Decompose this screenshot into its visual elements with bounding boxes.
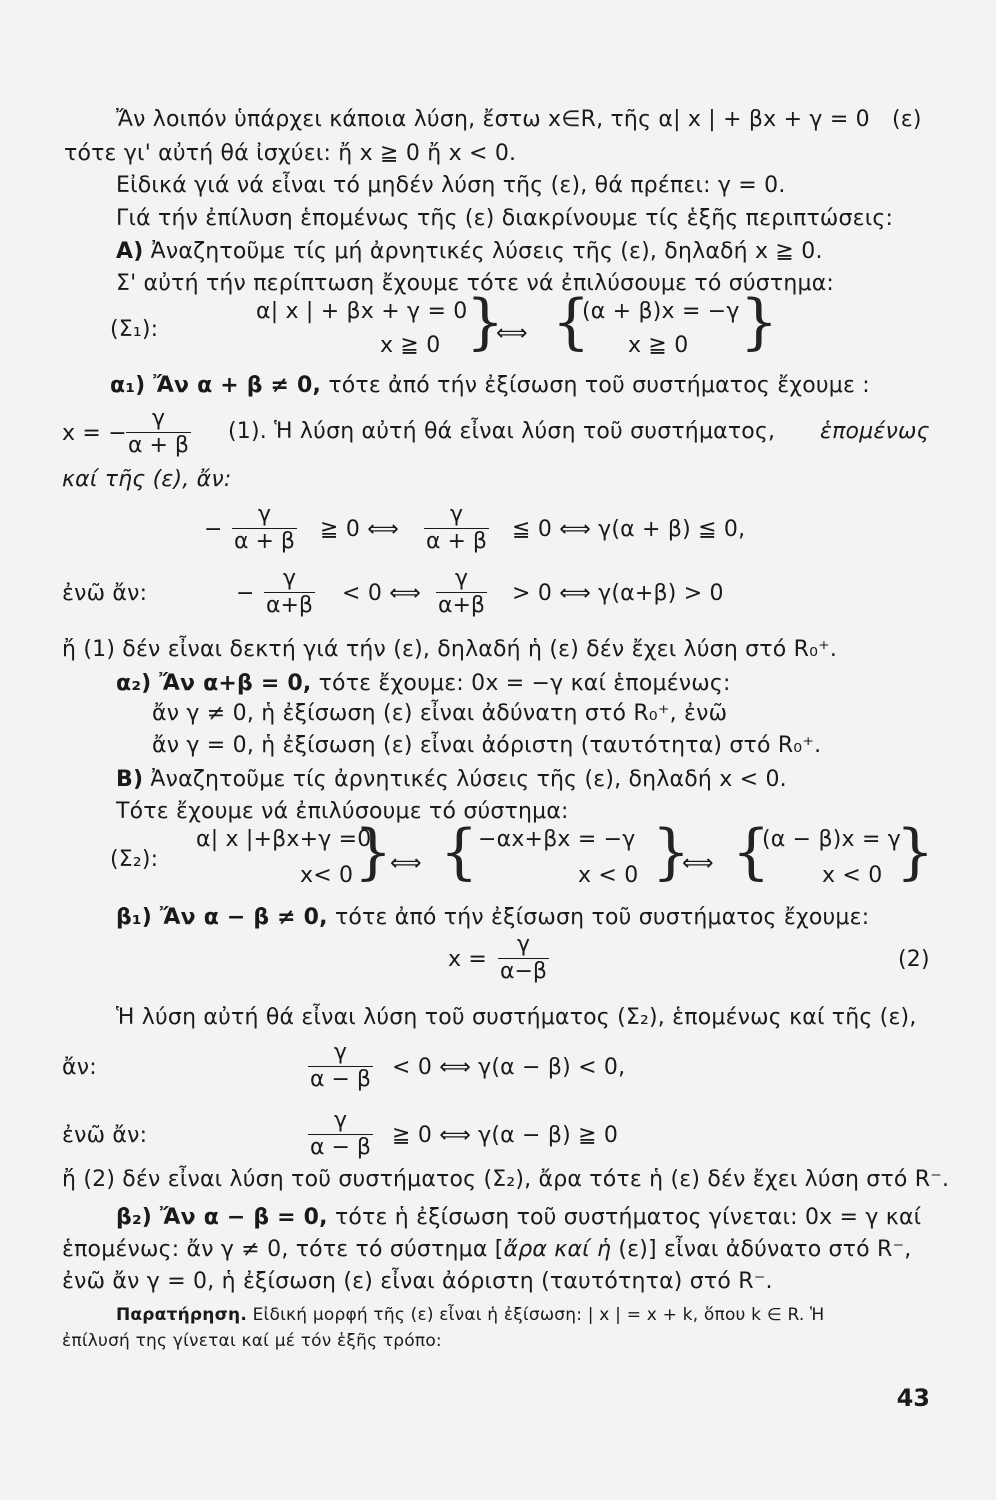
system-2-eq-6: x < 0 xyxy=(822,863,883,888)
inequality-2-part-2: > 0 ⟺ γ(α+β) > 0 xyxy=(512,581,724,606)
numerator: γ xyxy=(436,566,487,593)
numerator: γ xyxy=(308,1108,373,1135)
note-line-1 xyxy=(116,1304,824,1326)
case-b-label: B) xyxy=(116,767,144,792)
line-25: ἤ (2) δέν εἶναι λύση τοῦ συστήματος (Σ₂), ἄρα τότε ἡ (ε) δέν ἔχει λύση στό R⁻. xyxy=(62,1167,950,1192)
denominator: α + β xyxy=(426,529,487,554)
line-27-italic: ἄρα καί ἡ xyxy=(503,1237,612,1262)
left-brace: { xyxy=(440,817,479,887)
case-b2-line xyxy=(116,1204,921,1232)
system-2-eq-5: (α − β)x = γ xyxy=(762,827,901,852)
fraction-ineq-3 xyxy=(308,1040,373,1093)
numerator: γ xyxy=(232,502,297,529)
fraction-gamma-over-a-plus-b xyxy=(126,406,191,459)
system-2-eq-2: x< 0 xyxy=(300,863,354,888)
case-a2-label: α₂) Ἄν α+β = 0, xyxy=(116,671,312,696)
system-2-eq-3: −αx+βx = −γ xyxy=(478,827,636,852)
numerator: γ xyxy=(264,566,315,593)
system-1-eq-3: (α + β)x = −γ xyxy=(582,299,740,324)
system-2-label: (Σ₂): xyxy=(110,847,159,872)
line-10-italic: καί τῆς (ε), ἄν: xyxy=(62,467,232,492)
equation-tag-2: (2) xyxy=(898,947,930,972)
line-6: Σ' αὐτή τήν περίπτωση ἔχουμε τότε νά ἐπιλύσουμε τό σύστημα: xyxy=(116,271,835,296)
line-13: ἤ (1) δέν εἶναι δεκτή γιά τήν (ε), δηλαδή ἡ (ε) δέν ἔχει λύση στό R₀⁺. xyxy=(62,637,838,662)
system-1-eq-1: α| x | + βx + γ = 0 xyxy=(256,299,468,324)
numerator: γ xyxy=(424,502,489,529)
right-brace: } xyxy=(466,287,505,357)
line-16: ἄν γ = 0, ἡ ἐξίσωση (ε) εἶναι ἀόριστη (ταυτότητα) στό R₀⁺. xyxy=(152,733,822,758)
line-18: Τότε ἔχουμε νά ἐπιλύσουμε τό σύστημα: xyxy=(116,799,569,824)
case-b1-line xyxy=(116,904,869,932)
inequality-1-part-1: ≧ 0 ⟺ xyxy=(320,517,399,542)
denominator: α−β xyxy=(500,959,547,984)
case-a-line xyxy=(116,238,823,266)
denominator: α − β xyxy=(310,1067,371,1092)
line-22: Ἡ λύση αὐτή θά εἶναι λύση τοῦ συστήματος (Σ₂), ἑπομένως καί τῆς (ε), xyxy=(116,1005,917,1030)
case-a1-text: τότε ἀπό τήν ἐξίσωση τοῦ συστήματος ἔχουμε : xyxy=(321,373,870,398)
note-label: Παρατήρηση. xyxy=(116,1305,247,1325)
right-brace: } xyxy=(354,817,393,887)
iff-arrow: ⟺ xyxy=(390,851,422,876)
inequality-4: ≧ 0 ⟺ γ(α − β) ≧ 0 xyxy=(392,1123,619,1148)
system-2-eq-1: α| x |+βx+γ =0 xyxy=(196,827,372,852)
numerator: γ xyxy=(308,1040,373,1067)
system-1-eq-2: x ≧ 0 xyxy=(380,333,441,358)
eno-an-label-2: ἐνῶ ἄν: xyxy=(62,1123,148,1148)
case-b1-label: β₁) Ἄν α − β ≠ 0, xyxy=(116,905,328,930)
right-brace: } xyxy=(652,817,691,887)
equation-tag-e: (ε) xyxy=(892,107,922,132)
case-b2-text: τότε ἡ ἐξίσωση τοῦ συστήματος γίνεται: 0x = γ καί xyxy=(327,1205,922,1230)
numerator: γ xyxy=(498,932,549,959)
minus-sign: − xyxy=(236,581,255,606)
line-27-b: (ε)] εἶναι ἀδύνατο στό R⁻, xyxy=(611,1237,912,1262)
fraction-ineq-1b xyxy=(424,502,489,555)
line-15: ἄν γ ≠ 0, ἡ ἐξίσωση (ε) εἶναι ἀδύνατη στό R₀⁺, ἐνῶ xyxy=(152,701,728,726)
page-number: 43 xyxy=(896,1384,930,1412)
right-brace: } xyxy=(740,287,779,357)
fraction-gamma-over-a-minus-b xyxy=(498,932,549,985)
fraction-ineq-4 xyxy=(308,1108,373,1161)
case-a1-line xyxy=(110,372,870,400)
left-brace: { xyxy=(552,287,591,357)
line-3: Εἰδικά γιά νά εἶναι τό μηδέν λύση τῆς (ε), θά πρέπει: γ = 0. xyxy=(116,173,786,198)
inequality-1-part-2: ≦ 0 ⟺ γ(α + β) ≦ 0, xyxy=(512,517,746,542)
left-brace: { xyxy=(732,817,771,887)
inequality-3: < 0 ⟺ γ(α − β) < 0, xyxy=(392,1055,626,1080)
numerator: γ xyxy=(126,406,191,433)
system-1-label: (Σ₁): xyxy=(110,317,159,342)
note-line-2: ἐπίλυσή της γίνεται καί μέ τόν ἑξῆς τρόπο: xyxy=(62,1331,442,1351)
line-4: Γιά τήν ἐπίλυση ἑπομένως τῆς (ε) διακρίνουμε τίς ἑξῆς περιπτώσεις: xyxy=(116,206,894,231)
line-28: ἐνῶ ἄν γ = 0, ἡ ἐξίσωση (ε) εἶναι ἀόριστη (ταυτότητα) στό R⁻. xyxy=(62,1269,773,1294)
case-a1-label: α₁) Ἄν α + β ≠ 0, xyxy=(110,373,322,398)
right-brace: } xyxy=(896,817,935,887)
case-b-text: Ἀναζητοῦμε τίς ἀρνητικές λύσεις τῆς (ε), δηλαδή x < 0. xyxy=(143,767,787,792)
x-equals-minus: x = − xyxy=(62,421,127,446)
an-label: ἄν: xyxy=(62,1055,97,1080)
line-27-a: ἑπομένως: ἄν γ ≠ 0, τότε τό σύστημα [ xyxy=(62,1237,504,1262)
x-equals: x = xyxy=(448,947,488,972)
eno-an-label: ἐνῶ ἄν: xyxy=(62,581,148,606)
iff-arrow: ⟺ xyxy=(682,851,714,876)
line-9-italic: ἑπομένως xyxy=(820,419,930,444)
fraction-ineq-2a xyxy=(264,566,315,619)
line-2: τότε γι' αὐτή θά ἰσχύει: ἤ x ≧ 0 ἤ x < 0. xyxy=(64,141,517,166)
line-1: Ἄν λοιπόν ὑπάρχει κάποια λύση, ἔστω x∈R, τῆς α| x | + βx + γ = 0 xyxy=(116,107,870,132)
system-2-eq-4: x < 0 xyxy=(578,863,639,888)
fraction-ineq-1a xyxy=(232,502,297,555)
denominator: α − β xyxy=(310,1135,371,1160)
denominator: α + β xyxy=(128,433,189,458)
system-1-eq-4: x ≧ 0 xyxy=(628,333,689,358)
inequality-2-part-1: < 0 ⟺ xyxy=(342,581,421,606)
note-text: Εἰδική μορφή τῆς (ε) εἶναι ἡ ἐξίσωση: | x | = x + k, ὅπου k ∈ R. Ἡ xyxy=(246,1305,825,1325)
case-a-label: A) xyxy=(116,239,144,264)
iff-arrow: ⟺ xyxy=(496,321,528,346)
line-27 xyxy=(62,1236,911,1264)
case-b-line xyxy=(116,766,787,794)
minus-sign: − xyxy=(204,517,223,542)
fraction-ineq-2b xyxy=(436,566,487,619)
denominator: α+β xyxy=(438,593,485,618)
case-a2-line xyxy=(116,670,731,698)
denominator: α+β xyxy=(266,593,313,618)
denominator: α + β xyxy=(234,529,295,554)
case-b1-text: τότε ἀπό τήν ἐξίσωση τοῦ συστήματος ἔχουμε: xyxy=(327,905,870,930)
line-9-text: (1). Ἡ λύση αὐτή θά εἶναι λύση τοῦ συστήματος, xyxy=(228,419,776,444)
case-b2-label: β₂) Ἄν α − β = 0, xyxy=(116,1205,328,1230)
case-a2-text: τότε ἔχουμε: 0x = −γ καί ἑπομένως: xyxy=(311,671,731,696)
case-a-text: Ἀναζητοῦμε τίς μή ἀρνητικές λύσεις τῆς (ε), δηλαδή x ≧ 0. xyxy=(143,239,823,264)
